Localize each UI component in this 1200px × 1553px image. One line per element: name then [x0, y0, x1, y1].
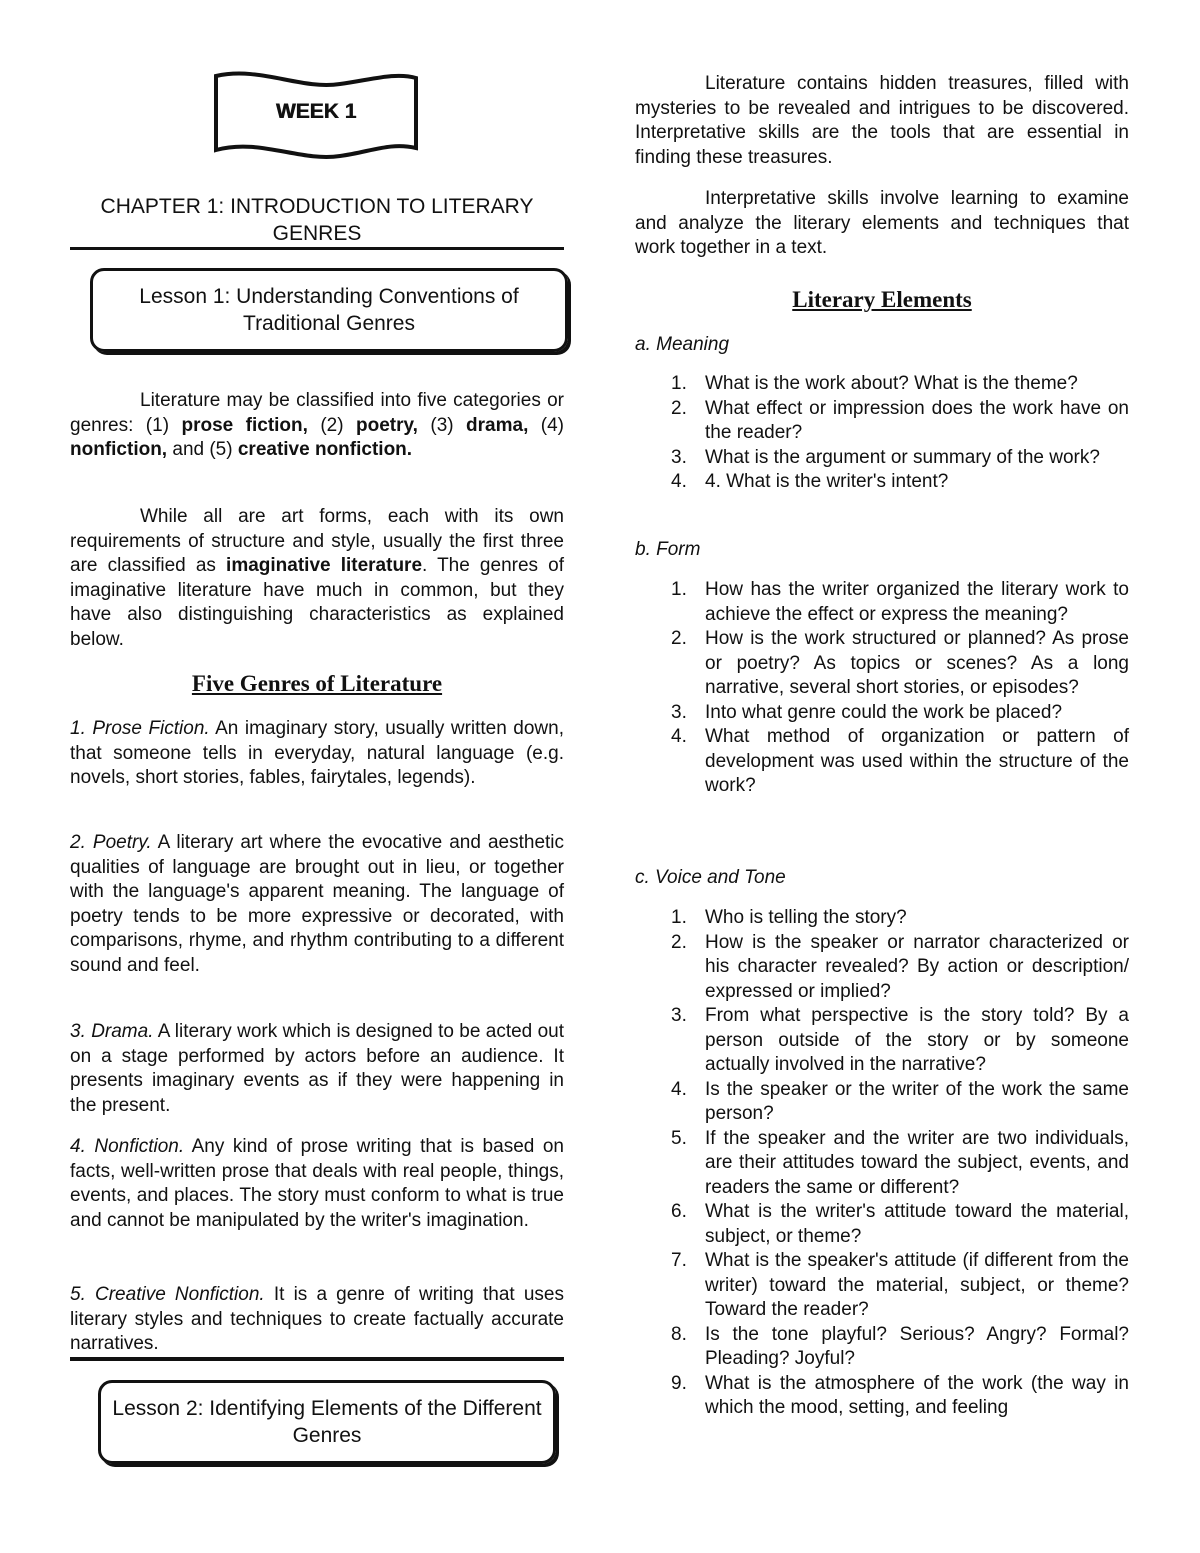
meaning-label: a. Meaning: [635, 334, 730, 355]
chapter-divider: [70, 247, 564, 250]
meaning-list: [635, 372, 1129, 495]
genre-4: [70, 1135, 564, 1233]
intro-paragraph: [70, 389, 564, 463]
form-list: [635, 578, 1129, 799]
list-item: 3. What is the argument or summary of the work?: [671, 446, 1100, 468]
lesson1-title: Lesson 1: Understanding Conventions of Traditional Genres: [139, 285, 519, 335]
list-item: 4. Is the speaker or the writer of the work the same person?: [671, 1078, 1129, 1124]
genre-4-text: 4. Nonfiction. Any kind of prose writing that is based on facts, well-written prose that deals with real people, things, events, and places. The story must conform to what is true and cannot be manipulated by the writer's imagination.: [70, 1136, 564, 1231]
treasures-text: Literature contains hidden treasures, filled with mysteries to be revealed and intrigues to be discovered. Interpretative skills are the tools that are essential in finding these treasures.: [635, 73, 1129, 168]
five-genres-heading: Five Genres of Literature: [191, 671, 443, 696]
lesson2-box: [98, 1380, 556, 1464]
genre-5: [70, 1283, 564, 1357]
genre-3: [70, 1020, 564, 1118]
lesson2-divider: [70, 1357, 564, 1361]
art-forms-paragraph: [70, 505, 564, 652]
list-item: 6. What is the writer's attitude toward the material, subject, or theme?: [671, 1201, 1129, 1247]
genre-3-text: 3. Drama. A literary work which is designed to be acted out on a stage performed by actors before an audience. It presents imaginary events as if they were happening in the present.: [70, 1021, 565, 1116]
genre-1-text: 1. Prose Fiction. An imaginary story, usually written down, that someone tells in everyday, natural language (e.g. novels, short stories, fables, fairytales, legends).: [70, 718, 564, 788]
interpretative-text: Interpretative skills involve learning to examine and analyze the literary elements and techniques that work together in a text.: [635, 188, 1129, 258]
list-item: 4. 4. What is the writer's intent?: [671, 471, 949, 492]
list-item: 1. How has the writer organized the literary work to achieve the effect or express the meaning?: [671, 579, 1129, 625]
list-item: 2. How is the work structured or planned? As prose or poetry? As topics or scenes? As a long narrative, several short stories, or episodes?: [671, 628, 1129, 698]
list-item: 1. Who is telling the story?: [671, 907, 907, 928]
list-item: 5. If the speaker and the writer are two individuals, are their attitudes toward the subject, events, and readers the same or different?: [671, 1127, 1129, 1198]
list-item: 3. Into what genre could the work be placed?: [671, 701, 1063, 723]
literary-elements-heading: Literary Elements: [792, 287, 972, 312]
list-item: 7. What is the speaker's attitude (if different from the writer) toward the material, subject, or theme? Toward the reader?: [671, 1250, 1129, 1320]
list-item: 4. What method of organization or pattern of development was used within the structure of the work?: [671, 726, 1129, 796]
list-item: 9. What is the atmosphere of the work (the way in which the mood, setting, and feeling: [671, 1372, 1129, 1418]
genre-5-text: 5. Creative Nonfiction. It is a genre of writing that uses literary styles and techniques to create factually accurate narratives.: [70, 1284, 564, 1354]
intro-text: Literature may be classified into five categories or genres: (1) prose fiction, (2) poetry, (3) drama, (4) nonfiction, and (5) creative nonfiction.: [70, 390, 565, 460]
week-label: WEEK 1: [275, 100, 357, 123]
list-item: 2. How is the speaker or narrator characterized or his character revealed? By action or description/ expressed or implied?: [671, 931, 1129, 1002]
voice-tone-label: c. Voice and Tone: [635, 867, 786, 888]
voice-tone-list: [635, 906, 1129, 1421]
interpretative-paragraph: [635, 187, 1129, 261]
treasures-paragraph: [635, 72, 1129, 170]
list-item: 3. From what perspective is the story told? By a person outside of the story or by someone actually involved in the narrative?: [671, 1005, 1129, 1075]
form-label: b. Form: [635, 539, 701, 560]
lesson1-box: [90, 268, 568, 352]
chapter-title: CHAPTER 1: INTRODUCTION TO LITERARY GENRES: [100, 195, 534, 245]
list-item: 8. Is the tone playful? Serious? Angry? Formal? Pleading? Joyful?: [671, 1323, 1129, 1369]
list-item: 1. What is the work about? What is the theme?: [671, 373, 1078, 394]
list-item: 2. What effect or impression does the work have on the reader?: [671, 397, 1129, 443]
art-forms-text: While all are art forms, each with its own requirements of structure and style, usually the first three are classified as imaginative literature. The genres of imaginative literature have much in common, but they have also distinguishing characteristics as explained below.: [70, 506, 564, 650]
lesson2-title: Lesson 2: Identifying Elements of the Different Genres: [112, 1397, 542, 1447]
genre-2-text: 2. Poetry. A literary art where the evocative and aesthetic qualities of language are brought out in lieu, or together with the language's apparent meaning. The language of poetry tends to be more expressive or decorated, with comparisons, rhyme, and rhythm contributing to a different sound and feel.: [70, 832, 565, 976]
genre-1: [70, 717, 564, 791]
genre-2: [70, 831, 564, 978]
